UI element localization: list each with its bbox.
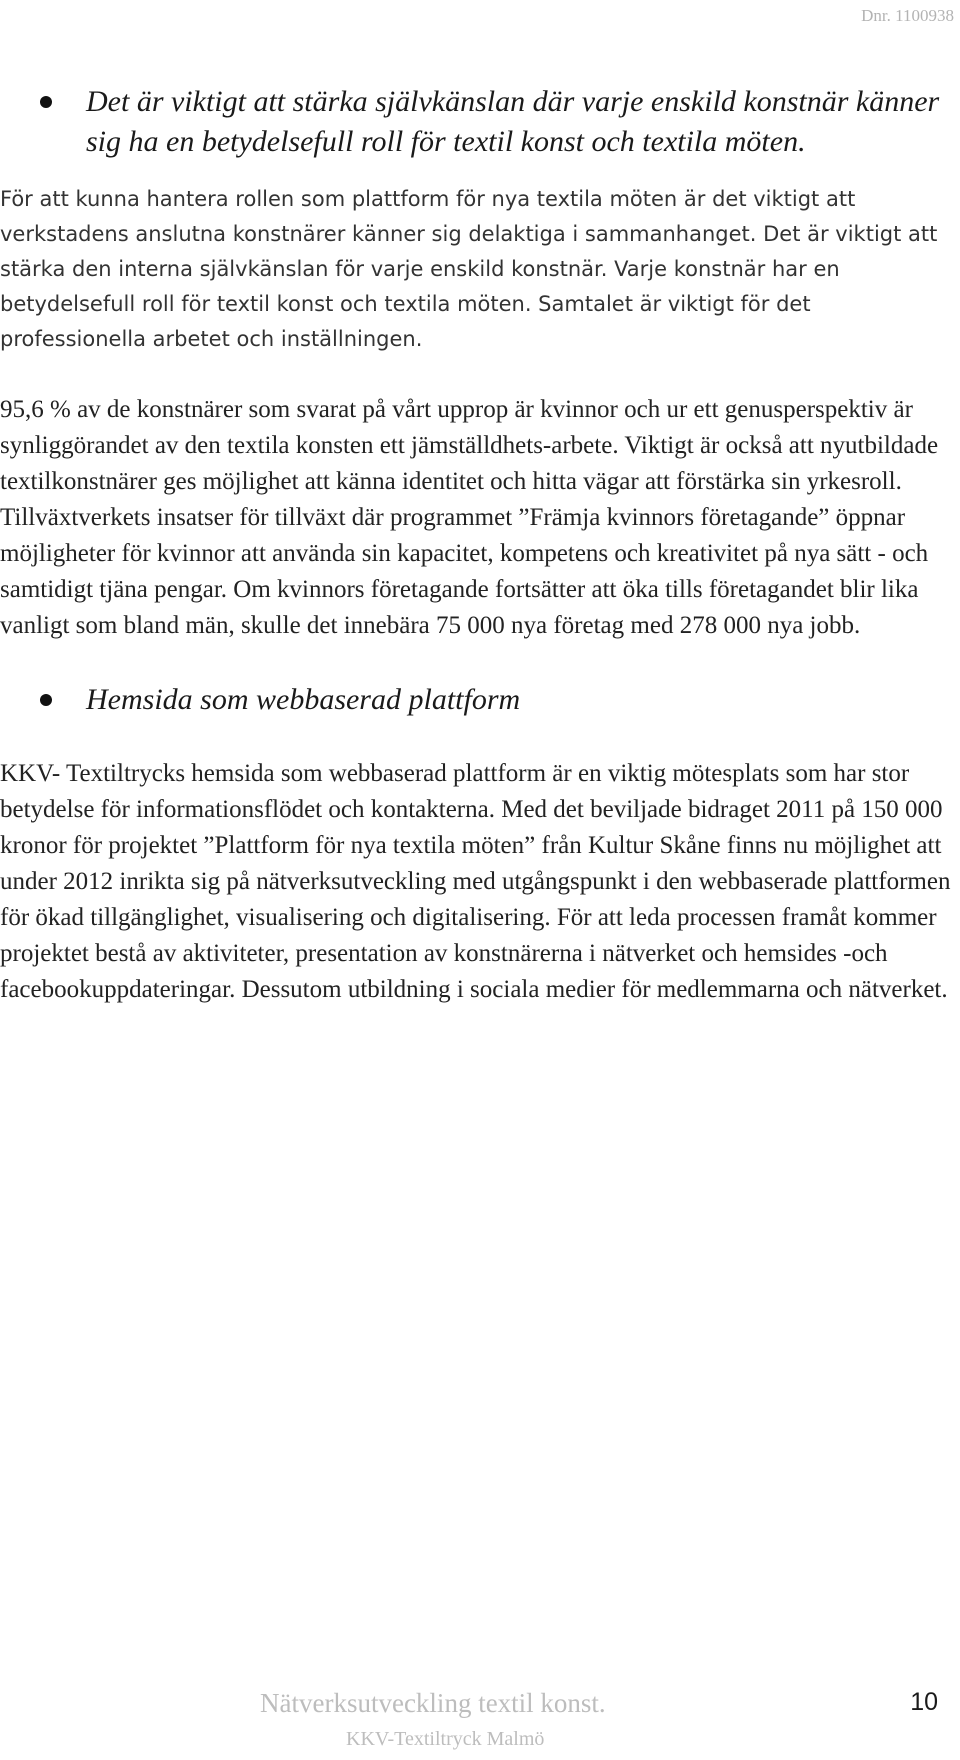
bullet-dot-icon (40, 694, 52, 706)
footer-subtitle: KKV-Textiltryck Malmö (346, 1728, 545, 1750)
paragraph-gender-perspective: 95,6 % av de konstnärer som svarat på vårt upprop är kvinnor och ur ett genusperspektiv är synliggörandet av den textila konsten ett jämställdhets-arbete. Viktigt är också att nyutbildade textilkonstnärer ges möjlighet att känna identitet och hitta vägar att förstärka sin yrkesroll. Tillväxtverkets insatser för tillväxt där programmet ”Främja kvinnors företagande” öppnar möjligheter för kvinnor att använda sin kapacitet, kompetens och kreativitet på nya sätt - och samtidigt tjäna pengar. Om kvinnors företagande fortsätter att öka tills företagandet blir lika vanligt som bland män, skulle det innebära 75 000 nya företag med 278 000 nya jobb. (0, 396, 939, 639)
bullet-dot-icon (40, 96, 52, 108)
paragraph-website-platform: KKV- Textiltrycks hemsida som webbaserad plattform är en viktig mötesplats som har stor betydelse för informationsflödet och kontakterna. Med det beviljade bidraget 2011 på 150 000 kronor för projektet ”Plattform för nya textila möten” från Kultur Skåne finns nu möjlighet att under 2012 inrikta sig på nätverksutveckling med utgångspunkt i den webbaserade plattformen för ökad tillgänglighet, visualisering och digitalisering. För att leda processen framåt kommer projektet bestå av aktiviteter, presentation av konstnärerna i nätverket och hemsides -och facebookuppdateringar. Dessutom utbildning i sociala medier för medlemmarna och nätverket. (0, 760, 951, 1003)
page-content (0, 82, 958, 1008)
footer-title: Nätverksutveckling textil konst. (260, 1688, 606, 1718)
paragraph-platform-role: För att kunna hantera rollen som plattform för nya textila möten är det viktigt att verkstadens anslutna konstnärer känner sig delaktiga i sammanhanget. Det är viktigt att stärka den interna självkänslan för varje enskild konstnär. Varje konstnär har en betydelsefull roll för textil konst och textila möten. Samtalet är viktigt för det professionella arbetet och inställningen. (0, 187, 938, 351)
bullet-text: Hemsida som webbaserad plattform (86, 683, 521, 716)
bullet-item-website (0, 680, 958, 720)
bullet-text: Det är viktigt att stärka självkänslan där varje enskild konstnär känner sig ha en betydelsefull roll för textil konst och textila möten. (86, 85, 940, 158)
document-number: Dnr. 1100938 (861, 6, 954, 25)
bullet-item-self-esteem (0, 82, 958, 162)
page-number: 10 (910, 1688, 938, 1716)
